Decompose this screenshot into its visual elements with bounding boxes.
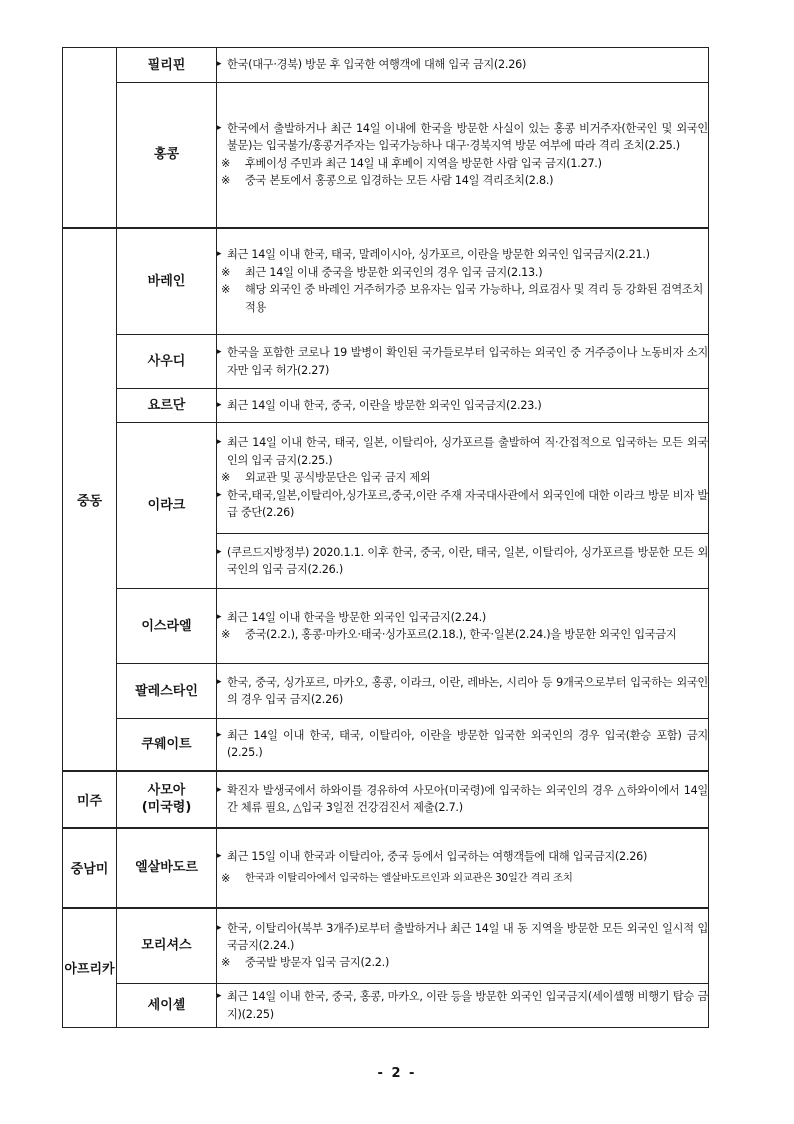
country-mauritius: 모리셔스 <box>117 908 217 984</box>
country-israel: 이스라엘 <box>117 589 217 664</box>
bullet-item: ▸ 최근 14일 이내 한국, 태국, 일본, 이탈리아, 싱가포르를 출발하여 직·간접적으로 입국하는 모든 외국인의 입국 금지(2.25.) <box>217 434 708 469</box>
content-philippines <box>217 48 709 83</box>
region-latin-america: 중남미 <box>63 828 117 908</box>
page-number: - 2 - <box>377 1066 417 1081</box>
content-iraq-kurdistan <box>217 534 709 589</box>
country-philippines: 필리핀 <box>117 48 217 83</box>
region-africa: 아프리카 <box>63 908 117 1028</box>
bullet-item: ▸ 최근 14일 이내 한국, 태국, 이탈리아, 이란을 방문한 입국한 외국인의 경우 입국(환승 포함) 금지(2.25.) <box>217 727 708 762</box>
bullet-item: ▸ 최근 14일 이내 한국, 태국, 말레이시아, 싱가포르, 이란을 방문한 외국인 입국금지(2.21.) <box>217 246 708 263</box>
bullet-item: ▸ 최근 14일 이내 한국, 중국, 이란을 방문한 외국인 입국금지(2.23.) <box>217 397 708 414</box>
country-samoa-qualifier: (미국령) <box>141 800 192 815</box>
country-samoa-name: 사모아 <box>147 783 186 798</box>
content-hongkong <box>217 83 709 228</box>
bullet-item: ▸ 한국을 포함한 코로나 19 발병이 확인된 국가들로부터 입국하는 외국인 중 거주증이나 노동비자 소지자만 입국 허가(2.27) <box>217 344 708 379</box>
country-jordan: 요르단 <box>117 389 217 423</box>
country-hongkong: 홍콩 <box>117 83 217 228</box>
country-bahrain: 바레인 <box>117 228 217 335</box>
bullet-item: ▸ 한국(대구·경북) 방문 후 입국한 여행객에 대해 입국 금지(2.26) <box>217 56 708 73</box>
country-samoa <box>117 771 217 828</box>
content-elsalvador <box>217 828 709 908</box>
content-palestine <box>217 664 709 719</box>
content-mauritius <box>217 908 709 984</box>
content-israel <box>217 589 709 664</box>
bullet-item: ▸ 한국, 중국, 싱가포르, 마카오, 홍콩, 이라크, 이란, 레바논, 시리아 등 9개국으로부터 입국하는 외국인의 경우 입국 금지(2.26) <box>217 674 708 709</box>
bullet-item: ▸ 최근 15일 이내 한국과 이탈리아, 중국 등에서 입국하는 여행객들에 대해 입국금지(2.26) <box>217 848 708 865</box>
region-america: 미주 <box>63 771 117 828</box>
region-cell-asia-continued <box>63 48 117 228</box>
bullet-item: ▸ 확진자 발생국에서 하와이를 경유하여 사모아(미국령)에 입국하는 외국인의 경우 △하와이에서 14일간 체류 필요, △입국 3일전 건강검진서 제출(2.7.) <box>217 782 708 817</box>
country-saudi: 사우디 <box>117 335 217 389</box>
note-item: ※ 해당 외국인 중 바레인 거주허가증 보유자는 입국 가능하나, 의료검사 및 격리 등 강화된 검역조치 적용 <box>221 281 708 316</box>
content-saudi <box>217 335 709 389</box>
entry-restriction-table <box>62 47 709 1028</box>
note-item: ※ 중국발 방문자 입국 금지(2.2.) <box>221 954 708 971</box>
bullet-item: ▸ 한국,태국,일본,이탈리아,싱가포르,중국,이란 주재 자국대사관에서 외국인에 대한 이라크 방문 비자 발급 중단(2.26) <box>217 487 708 522</box>
bullet-item: ▸ 최근 14일 이내 한국, 중국, 홍콩, 마카오, 이란 등을 방문한 외국인 입국금지(세이셸행 비행기 탑승 금지)(2.25) <box>217 988 708 1023</box>
bullet-item: ▸ 한국에서 출발하거나 최근 14일 이내에 한국을 방문한 사실이 있는 홍콩 비거주자(한국인 및 외국인 불문)는 입국불가/홍콩거주자는 입국가능하나 대구·경북지역 방문 여부에 따라 격리 조치(2.25.) <box>217 120 708 155</box>
content-jordan <box>217 389 709 423</box>
note-item: ※ 한국과 이탈리아에서 입국하는 엘살바도르인과 외교관은 30일간 격리 조치 <box>221 870 708 887</box>
bullet-item: ▸ (쿠르드지방정부) 2020.1.1. 이후 한국, 중국, 이란, 태국, 일본, 이탈리아, 싱가포르를 방문한 모든 외국인의 입국 금지(2.26.) <box>217 544 708 579</box>
content-samoa <box>217 771 709 828</box>
region-middle-east: 중동 <box>63 228 117 771</box>
note-item: ※ 중국(2.2.), 홍콩·마카오·태국·싱가포르(2.18.), 한국·일본(2.24.)을 방문한 외국인 입국금지 <box>221 626 708 643</box>
note-item: ※ 외교관 및 공식방문단은 입국 금지 제외 <box>221 469 708 486</box>
bullet-item: ▸ 한국, 이탈리아(북부 3개주)로부터 출발하거나 최근 14일 내 동 지역을 방문한 모든 외국인 일시적 입국금지(2.24.) <box>217 920 708 955</box>
content-seychelles <box>217 984 709 1028</box>
country-kuwait: 쿠웨이트 <box>117 719 217 771</box>
note-item: ※ 후베이성 주민과 최근 14일 내 후베이 지역을 방문한 사람 입국 금지(1.27.) <box>221 155 708 172</box>
content-iraq <box>217 423 709 534</box>
country-iraq: 이라크 <box>117 423 217 589</box>
bullet-item: ▸ 최근 14일 이내 한국을 방문한 외국인 입국금지(2.24.) <box>217 609 708 626</box>
note-item: ※ 최근 14일 이내 중국을 방문한 외국인의 경우 입국 금지(2.13.) <box>221 264 708 281</box>
note-item: ※ 중국 본토에서 홍콩으로 입경하는 모든 사람 14일 격리조치(2.8.) <box>221 172 708 189</box>
content-bahrain <box>217 228 709 335</box>
content-kuwait <box>217 719 709 771</box>
country-seychelles: 세이셸 <box>117 984 217 1028</box>
country-palestine: 팔레스타인 <box>117 664 217 719</box>
country-elsalvador: 엘살바도르 <box>117 828 217 908</box>
